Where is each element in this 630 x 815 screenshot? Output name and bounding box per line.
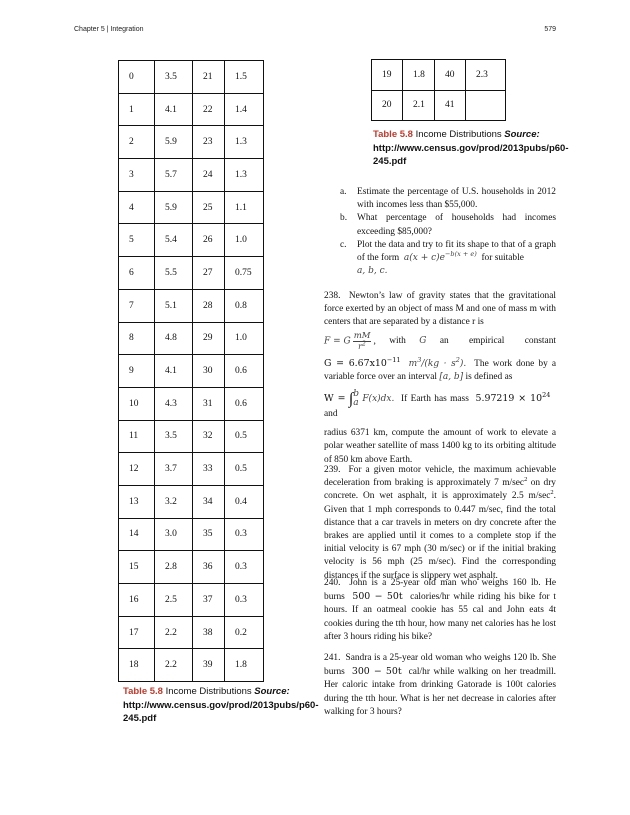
table-cell: 2.2 — [155, 649, 193, 682]
table-cell: 5.9 — [155, 126, 193, 159]
table-cell: 35 — [193, 518, 225, 551]
table-cell: 39 — [193, 649, 225, 682]
table-cell: 6 — [119, 257, 155, 290]
table-row — [119, 191, 264, 224]
subquestion-list — [324, 186, 556, 278]
table-cell: 34 — [193, 485, 225, 518]
table-cell: 4.8 — [155, 322, 193, 355]
table-cell: 2.1 — [403, 90, 435, 121]
table-row — [119, 485, 264, 518]
table-cell: 5.7 — [155, 159, 193, 192]
table-row — [119, 322, 264, 355]
table-cell: 41 — [435, 90, 466, 121]
table-cell: 18 — [119, 649, 155, 682]
table-cell: 40 — [435, 60, 466, 91]
table-cell: 5.1 — [155, 289, 193, 322]
fit-formula: $a(x + c)e^{-b(x + e)}$ — [403, 250, 477, 264]
table-cell: 17 — [119, 616, 155, 649]
caption-label: Table 5.8 — [373, 129, 413, 140]
table-row — [119, 93, 264, 126]
table-cell: 1.8 — [403, 60, 435, 91]
chapter-header: Chapter 5 | Integration — [74, 26, 144, 33]
caption-source-label: Source: — [254, 686, 290, 697]
table-row — [119, 551, 264, 584]
table-row — [119, 159, 264, 192]
table-cell: 30 — [193, 355, 225, 388]
table-cell: 22 — [193, 93, 225, 126]
table-caption-left — [123, 685, 319, 726]
subquestion-a: a. Estimate the percentage of U.S. households in 2012 with incomes less than $55,000. — [340, 187, 556, 211]
table-cell: 1.3 — [225, 126, 264, 159]
table-cell: 8 — [119, 322, 155, 355]
table-cell: 14 — [119, 518, 155, 551]
table-row — [119, 584, 264, 617]
table-row — [119, 387, 264, 420]
problem-241: 241. Sandra is a 25-year old woman who weighs 120 lb. She burns 300 − 50t cal/hr while walking on her treadmill. Her caloric intake from drinking Gatorade is 100t calories during the tth hour. What is her net decrease in calories after walking for 3 hours? — [324, 653, 557, 717]
table-cell: 4.3 — [155, 387, 193, 420]
table-cell: 3.5 — [155, 61, 193, 94]
table-cell: 0 — [119, 61, 155, 94]
table-row — [119, 61, 264, 94]
problem-number: 238. — [324, 291, 341, 301]
table-cell: 1.0 — [225, 322, 264, 355]
caption-label: Table 5.8 — [123, 686, 163, 697]
table-cell: 0.3 — [225, 551, 264, 584]
table-cell: 2.3 — [466, 60, 506, 91]
table-cell: 0.8 — [225, 289, 264, 322]
page-number: 579 — [544, 26, 556, 33]
table-cell: 13 — [119, 485, 155, 518]
table-cell: 0.6 — [225, 387, 264, 420]
table-cell: 27 — [193, 257, 225, 290]
table-cell: 1.4 — [225, 93, 264, 126]
table-cell: 1.0 — [225, 224, 264, 257]
table-cell: 20 — [372, 90, 403, 121]
caption-text: Income Distributions — [165, 686, 252, 697]
table-cell: 2.2 — [155, 616, 193, 649]
table-cell: 0.75 — [225, 257, 264, 290]
table-cell: 0.5 — [225, 453, 264, 486]
table-cell: 37 — [193, 584, 225, 617]
table-cell: 5.5 — [155, 257, 193, 290]
table-cell: 1.8 — [225, 649, 264, 682]
caption-source-link[interactable]: http://www.census.gov/prod/2013pubs/p60-245.pdf — [373, 142, 569, 167]
table-cell: 16 — [119, 584, 155, 617]
table-cell: 3.0 — [155, 518, 193, 551]
problem-240: 240. John is a 25-year old man who weighs 160 lb. He burns 500 − 50t calories/hr while riding his bike for t hours. If an oatmeal cookie has 55 cal and John eats 4t cookies during the tth hour, how many net calories has he lost after 3 hours riding his bike? — [324, 578, 557, 642]
caption-source-link[interactable]: http://www.census.gov/prod/2013pubs/p60-245.pdf — [123, 699, 319, 724]
table-cell: 0.6 — [225, 355, 264, 388]
table-cell: 3 — [119, 159, 155, 192]
table-row — [119, 289, 264, 322]
table-row — [119, 453, 264, 486]
table-cell: 3.7 — [155, 453, 193, 486]
table-cell: 1.5 — [225, 61, 264, 94]
table-cell: 3.2 — [155, 485, 193, 518]
table-cell: 5.4 — [155, 224, 193, 257]
table-cell: 0.2 — [225, 616, 264, 649]
table-cell: 21 — [193, 61, 225, 94]
table-cell: 1 — [119, 93, 155, 126]
table-row — [119, 616, 264, 649]
table-cell: 0.5 — [225, 420, 264, 453]
burn-rate-formula: 500 − 50t — [352, 591, 403, 603]
problem-238: 238. Newton’s law of gravity states that the gravitational force exerted by an object of mass M and one of mass m with centers that are separated by a distance r is F = G $\frac{mM}{r^2}$ , with G an empirical constant $G = 6.67x10^{-11}$ $m^3/(kg \cdot s^2)$. The work done by a variable force over an interval [a, b] is defined as W = ∫b a F(x)dx. If Earth has mass $5.97219 \times 10^{24}$ and radius 6371 km, compute the amount of work to elevate a polar weather satellite of mass 1400 kg to its orbiting altitude of 850 km above Earth. — [324, 291, 556, 465]
table-cell: 32 — [193, 420, 225, 453]
table-cell: 4 — [119, 191, 155, 224]
table-cell: 3.5 — [155, 420, 193, 453]
problem-number: 241. — [324, 653, 341, 663]
table-cell: 36 — [193, 551, 225, 584]
income-table-left — [118, 60, 264, 682]
table-cell: 2.8 — [155, 551, 193, 584]
problem-number: 239. — [324, 465, 341, 475]
caption-source-label: Source: — [504, 129, 540, 140]
table-cell: 1.1 — [225, 191, 264, 224]
table-row — [372, 90, 506, 121]
table-cell: 5 — [119, 224, 155, 257]
table-row — [119, 257, 264, 290]
table-cell: 9 — [119, 355, 155, 388]
table-cell: 19 — [372, 60, 403, 91]
table-cell: 25 — [193, 191, 225, 224]
problem-239: 239. For a given motor vehicle, the maximum achievable deceleration from braking is approximately 7 $m/\sec^2$ on dry concrete. On wet asphalt, it is approximately 2.5 $m/\sec^2$. Given that 1 mph corresponds to 0.447 m/sec, find the total distance that a car travels in meters on dry concrete after the brakes are applied until it comes to a complete stop if the initial velocity is 67 mph (30 m/sec) or if the initial braking velocity is 56 mph (25 m/sec). Find the corresponding distances if the surface is slippery wet asphalt. — [324, 465, 557, 581]
table-cell: 11 — [119, 420, 155, 453]
table-cell: 15 — [119, 551, 155, 584]
table-row — [119, 126, 264, 159]
table-row — [119, 518, 264, 551]
table-cell: 23 — [193, 126, 225, 159]
table-row — [119, 224, 264, 257]
burn-rate-formula: 300 − 50t — [351, 666, 402, 678]
table-cell: 2 — [119, 126, 155, 159]
table-row — [119, 649, 264, 682]
table-cell: 12 — [119, 453, 155, 486]
table-cell: 0.4 — [225, 485, 264, 518]
table-cell: 1.3 — [225, 159, 264, 192]
income-table-right — [371, 59, 506, 121]
table-cell: 33 — [193, 453, 225, 486]
table-cell: 29 — [193, 322, 225, 355]
table-cell: 7 — [119, 289, 155, 322]
table-cell: 0.3 — [225, 518, 264, 551]
table-cell: 26 — [193, 224, 225, 257]
table-caption-right — [373, 128, 569, 169]
table-cell: 10 — [119, 387, 155, 420]
fit-variables: a, b, c. — [357, 266, 388, 277]
table-row — [119, 420, 264, 453]
table-cell: 0.3 — [225, 584, 264, 617]
subquestion-c: c. Plot the data and try to fit its shape to that of a graph of the form $a(x + c)e^{-b(x + e)}$ for suitable a, b, c. — [340, 239, 556, 277]
caption-text: Income Distributions — [415, 129, 502, 140]
table-row — [372, 60, 506, 91]
table-cell: 28 — [193, 289, 225, 322]
problem-number: 240. — [324, 578, 341, 588]
table-cell: 4.1 — [155, 93, 193, 126]
table-cell: 38 — [193, 616, 225, 649]
table-cell: 31 — [193, 387, 225, 420]
table-cell: 5.9 — [155, 191, 193, 224]
table-cell: 4.1 — [155, 355, 193, 388]
table-cell: 24 — [193, 159, 225, 192]
table-row — [119, 355, 264, 388]
table-cell — [466, 90, 506, 121]
subquestion-b: b. What percentage of households had incomes exceeding $85,000? — [340, 213, 556, 237]
table-cell: 2.5 — [155, 584, 193, 617]
